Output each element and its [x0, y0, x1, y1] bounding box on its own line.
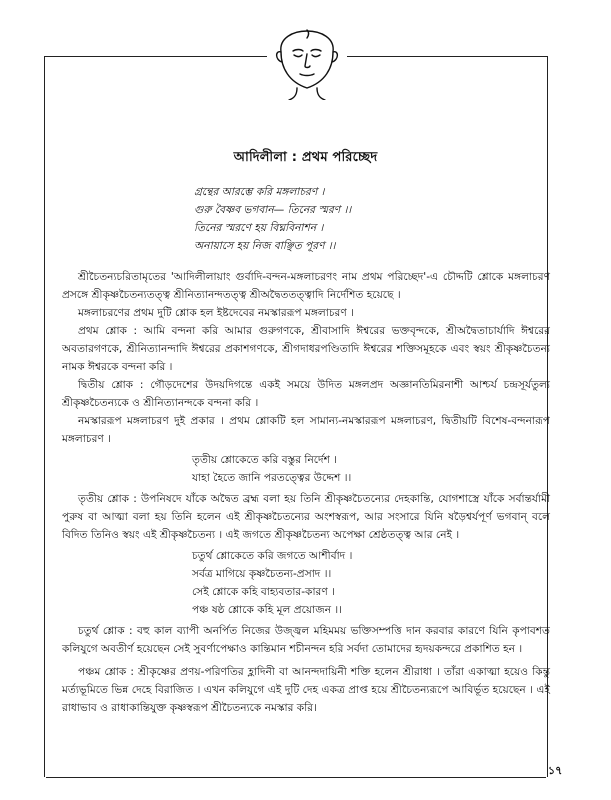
chapter-heading: আদিলীলা : প্রথম পরিচ্ছেদ — [233, 150, 378, 165]
verse-line: তৃতীয় শ্লোকেতে করি বস্তুর নির্দেশ । — [192, 454, 338, 466]
verse-line: গুরু বৈষ্ণব ভগবান— তিনের স্মরণ ।। — [194, 204, 352, 216]
body-text — [62, 268, 550, 717]
paragraph-salutation-types: নমস্কাররূপ মঙ্গলাচরণ দুই প্রকার । প্রথম শ্লোকটি হল সামান্য-নমস্কাররূপ মঙ্গলাচরণ, দ্বিতীয়টি বিশেষ-বন্দনারূপ মঙ্গলাচরণ । — [62, 415, 550, 445]
verse-line: পঞ্চ ষষ্ঠ শ্লোকে কহি মূল প্রয়োজন ।। — [192, 604, 342, 616]
footer-rule — [46, 777, 546, 778]
paragraph-first-verse: প্রথম শ্লোক : আমি বন্দনা করি আমার গুরুগণকে, শ্রীবাসাদি ঈশ্বরের ভক্তবৃন্দকে, শ্রীঅদ্বৈতাচার্যাদি ঈশ্বরের অবতারগণকে, শ্রীনিত্যানন্দাদি ঈশ্বরের প্রকাশগণকে, শ্রীগদাধরপণ্ডিতাদি ঈশ্বরের শক্তিসমূহকে এবং স্বয়ং শ্রীকৃষ্ণচৈতন্য নামক ঈশ্বরকে বন্দনা করি । — [62, 325, 550, 373]
paragraph-fifth-verse: পঞ্চম শ্লোক : শ্রীকৃষ্ণের প্রণয়-পরিণতির হ্লাদিনী বা আনন্দদায়িনী শক্তি হলেন শ্রীরাধা । তাঁরা একাত্মা হয়েও কিন্তু মর্ত্যভূমিতে ভিন্ন দেহে বিরাজিত । এখন কলিযুগে এই দুটি দেহ একত্র প্রাপ্ত হয়ে শ্রীচৈতন্যরূপে আবির্ভূত হয়েছেন । এই রাধাভাব ও রাধাকান্তিযুক্ত কৃষ্ণস্বরূপ শ্রীচৈতন্যকে নমস্কার করি। — [62, 666, 550, 714]
paragraph-intro: শ্রীচৈতন্যচরিতামৃতের 'আদিলীলায়াং গুর্বাদি-বন্দন-মঙ্গলাচরণং নাম প্রথম পরিচ্ছেদ'-এ চৌদ্দটি শ্লোকে মঙ্গলাচরণ প্রসঙ্গে শ্রীকৃষ্ণচৈতন্যতত্ত্ব শ্রীনিত্যানন্দতত্ত্ব শ্রীঅদ্বৈততত্ত্বাদি নির্দেশিত হয়েছে । — [62, 271, 550, 301]
portrait-head-illustration — [267, 8, 347, 100]
verse-line: যাহা হৈতে জানি পরতত্ত্বের উদ্দেশ ।। — [192, 472, 352, 484]
verse-line: চতুর্থ শ্লোকেতে করি জগতে আশীর্বাদ । — [192, 550, 353, 562]
opening-verse — [194, 183, 494, 255]
verse-line: অনায়াসে হয় নিজ বাঞ্ছিত পূরণ ।। — [194, 240, 336, 252]
verse-line: গ্রন্থের আরম্ভে করি মঙ্গলাচরণ । — [194, 186, 325, 198]
paragraph-third-verse: তৃতীয় শ্লোক : উপনিষদে যাঁকে অদ্বৈত ব্রহ্ম বলা হয় তিনি শ্রীকৃষ্ণচৈতন্যের দেহকান্তি, যোগশাস্ত্রে যাঁকে সর্বান্তর্যামী পুরুষ বা আত্মা বলা হয় তিনি হলেন এই শ্রীকৃষ্ণচৈতন্যের অংশস্বরূপ, আর সংসারে যিনি ষড়ৈশ্বর্যপূর্ণ ভগবান্ বলে বিদিত তিনিও স্বয়ং এই শ্রীকৃষ্ণচৈতন্য । এই জগতে শ্রীকৃষ্ণচৈতন্য অপেক্ষা শ্রেষ্ঠতত্ত্ব আর নেই । — [62, 493, 550, 541]
verse-line: সেই শ্লোকে কহি বাহ্যবতার-কারণ । — [192, 586, 335, 598]
paragraph-first-two-verses: মঙ্গলাচরণের প্রথম দুটি শ্লোক হল ইষ্টদেবের নমস্কাররূপ মঙ্গলাচরণ । — [78, 307, 354, 319]
verse-line: তিনের স্মরণে হয় বিঘ্নবিনাশন । — [194, 222, 324, 234]
paragraph-fourth-verse: চতুর্থ শ্লোক : বহু কাল ব্যাপী অনর্পিত নিজের উজ্জ্বল মহিমময় ভক্তিসম্পত্তি দান করবার কারণে যিনি কৃপাবশত কলিযুগে অবতীর্ণ হয়েছেন সেই সুবর্ণাপেক্ষাও কান্তিমান শচীনন্দন হরি সর্বদা তোমাদের হৃদয়কন্দরে প্রকাশিত হন । — [62, 625, 550, 655]
verse-line: সর্বত্র মাগিয়ে কৃষ্ণচৈতন্য-প্রসাদ ।। — [192, 568, 332, 580]
page-number: ১৭ — [548, 764, 563, 777]
paragraph-second-verse: দ্বিতীয় শ্লোক : গৌড়দেশের উদয়দিগন্তে একই সময়ে উদিত মঙ্গলপ্রদ অজ্ঞানতিমিরনাশী আশ্চর্য চন্দ্রসূর্যতুল্য শ্রীকৃষ্ণচৈতন্যকে ও শ্রীনিত্যানন্দকে বন্দনা করি । — [62, 379, 550, 409]
